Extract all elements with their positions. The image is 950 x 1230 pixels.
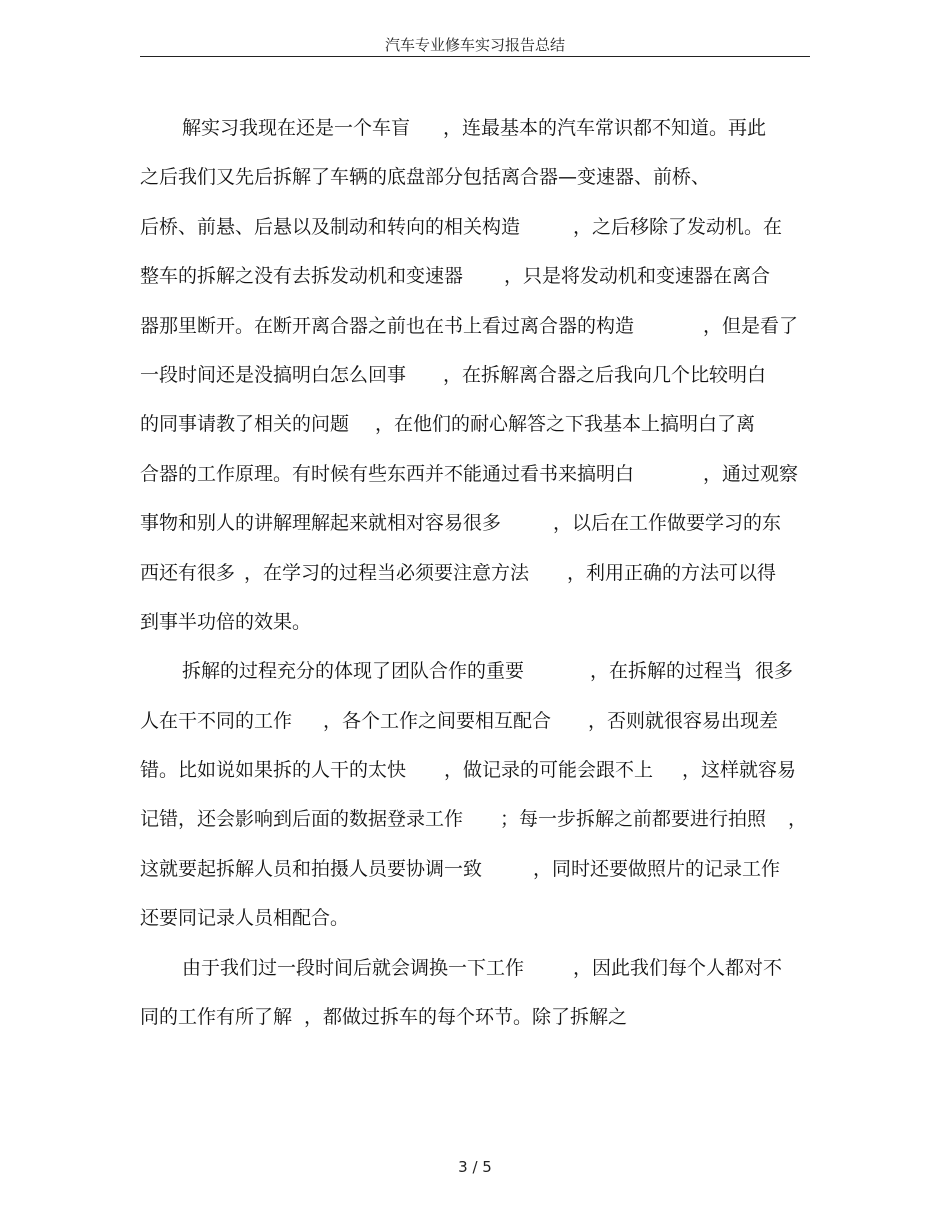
document-body <box>140 113 810 1051</box>
text-segment: ，利用正确的方法可以得 <box>567 561 777 584</box>
text-segment: ，以后在工作做要学习的东 <box>553 512 782 535</box>
text-line <box>140 558 810 607</box>
text-segment: 错。比如说如果拆的人干的太快 <box>140 759 407 782</box>
text-segment: ，在拆解离合器之后我向几个比较明白 <box>443 363 767 386</box>
text-segment: ；每一步拆解之前都要进行拍照 <box>500 808 767 831</box>
text-segment: ，在拆解的过程当 <box>590 660 743 683</box>
text-segment: ，很多 <box>736 660 794 683</box>
text-segment: ， <box>788 808 808 831</box>
text-segment: ，同时还要做照片的记录工作 <box>533 857 781 880</box>
text-line <box>140 409 810 458</box>
text-segment: 器那里断开。在断开离合器之前也在书上看过离合器的构造 <box>140 314 635 337</box>
text-line <box>140 459 810 508</box>
text-segment: 合器的工作原理。有时候有些东西并不能通过看书来搞明白 <box>140 462 635 485</box>
text-segment: ，但是看了 <box>703 314 799 337</box>
text-line <box>140 212 810 261</box>
text-segment: ，这样就容易 <box>682 759 797 782</box>
text-line <box>140 656 810 705</box>
text-line <box>140 804 810 853</box>
text-line <box>140 706 810 755</box>
text-line <box>140 162 810 211</box>
page-number: 3 / 5 <box>458 1158 492 1176</box>
text-segment: 记错，还会影响到后面的数据登录工作 <box>140 808 464 831</box>
text-segment: 同的工作有所了解 <box>140 1006 293 1029</box>
text-segment: ，在他们的耐心解答之下我基本上搞明白了离 <box>375 413 756 436</box>
text-line <box>140 953 810 1002</box>
text-segment: ，只是将发动机和变速器在离合 <box>504 265 771 288</box>
text-segment: 整车的拆解之没有去拆发动机和变速器 <box>140 265 464 288</box>
text-segment: ，连最基本的汽车常识都不知道。再此 <box>443 117 767 139</box>
page-header <box>140 34 810 57</box>
text-segment: 的同事请教了相关的问题 <box>140 413 350 436</box>
text-line <box>140 508 810 557</box>
text-segment: 后桥、前悬、后悬以及制动和转向的相关构造 <box>140 215 521 238</box>
text-segment: 拆解的过程充分的体现了团队合作的重要 <box>182 660 525 683</box>
text-segment: ，做记录的可能会跟不上 <box>444 759 654 782</box>
text-segment: 这就要起拆解人员和拍摄人员要协调一致 <box>140 857 483 880</box>
text-segment: 解实习我现在还是一个车盲 <box>182 117 411 139</box>
text-line <box>140 607 810 656</box>
text-line <box>140 854 810 903</box>
text-line <box>140 261 810 310</box>
text-segment: ，都做过拆车的每个环节。除了拆解之 <box>304 1006 628 1029</box>
text-segment: 人在干不同的工作 <box>140 709 293 732</box>
text-segment: ，之后移除了发动机。在 <box>573 215 783 238</box>
text-segment: 西还有很多 <box>140 561 236 584</box>
text-segment: ，在学习的过程当必须要注意方法 <box>244 561 530 584</box>
text-line <box>140 903 810 952</box>
text-segment: ，因此我们每个人都对不 <box>573 956 783 979</box>
text-segment: ，否则就很容易出现差 <box>588 709 779 732</box>
text-line <box>140 1002 810 1051</box>
text-line <box>140 113 810 162</box>
text-segment: ，通过观察 <box>703 462 799 485</box>
text-line <box>140 360 810 409</box>
text-line <box>140 755 810 804</box>
text-segment: ，各个工作之间要相互配合 <box>323 709 552 732</box>
text-line <box>140 311 810 360</box>
text-segment: 还要同记录人员相配合。 <box>140 907 350 930</box>
text-segment: 由于我们过一段时间后就会调换一下工作 <box>182 956 525 979</box>
text-segment: 一段时间还是没搞明白怎么回事 <box>140 363 407 386</box>
text-segment: 到事半功倍的效果。 <box>140 610 312 633</box>
text-segment: 事物和别人的讲解理解起来就相对容易很多 <box>140 512 502 535</box>
header-title: 汽车专业修车实习报告总结 <box>384 36 565 54</box>
text-segment: 之后我们又先后拆解了车辆的底盘部分包括离合器—变速器、前桥、 <box>140 166 711 189</box>
